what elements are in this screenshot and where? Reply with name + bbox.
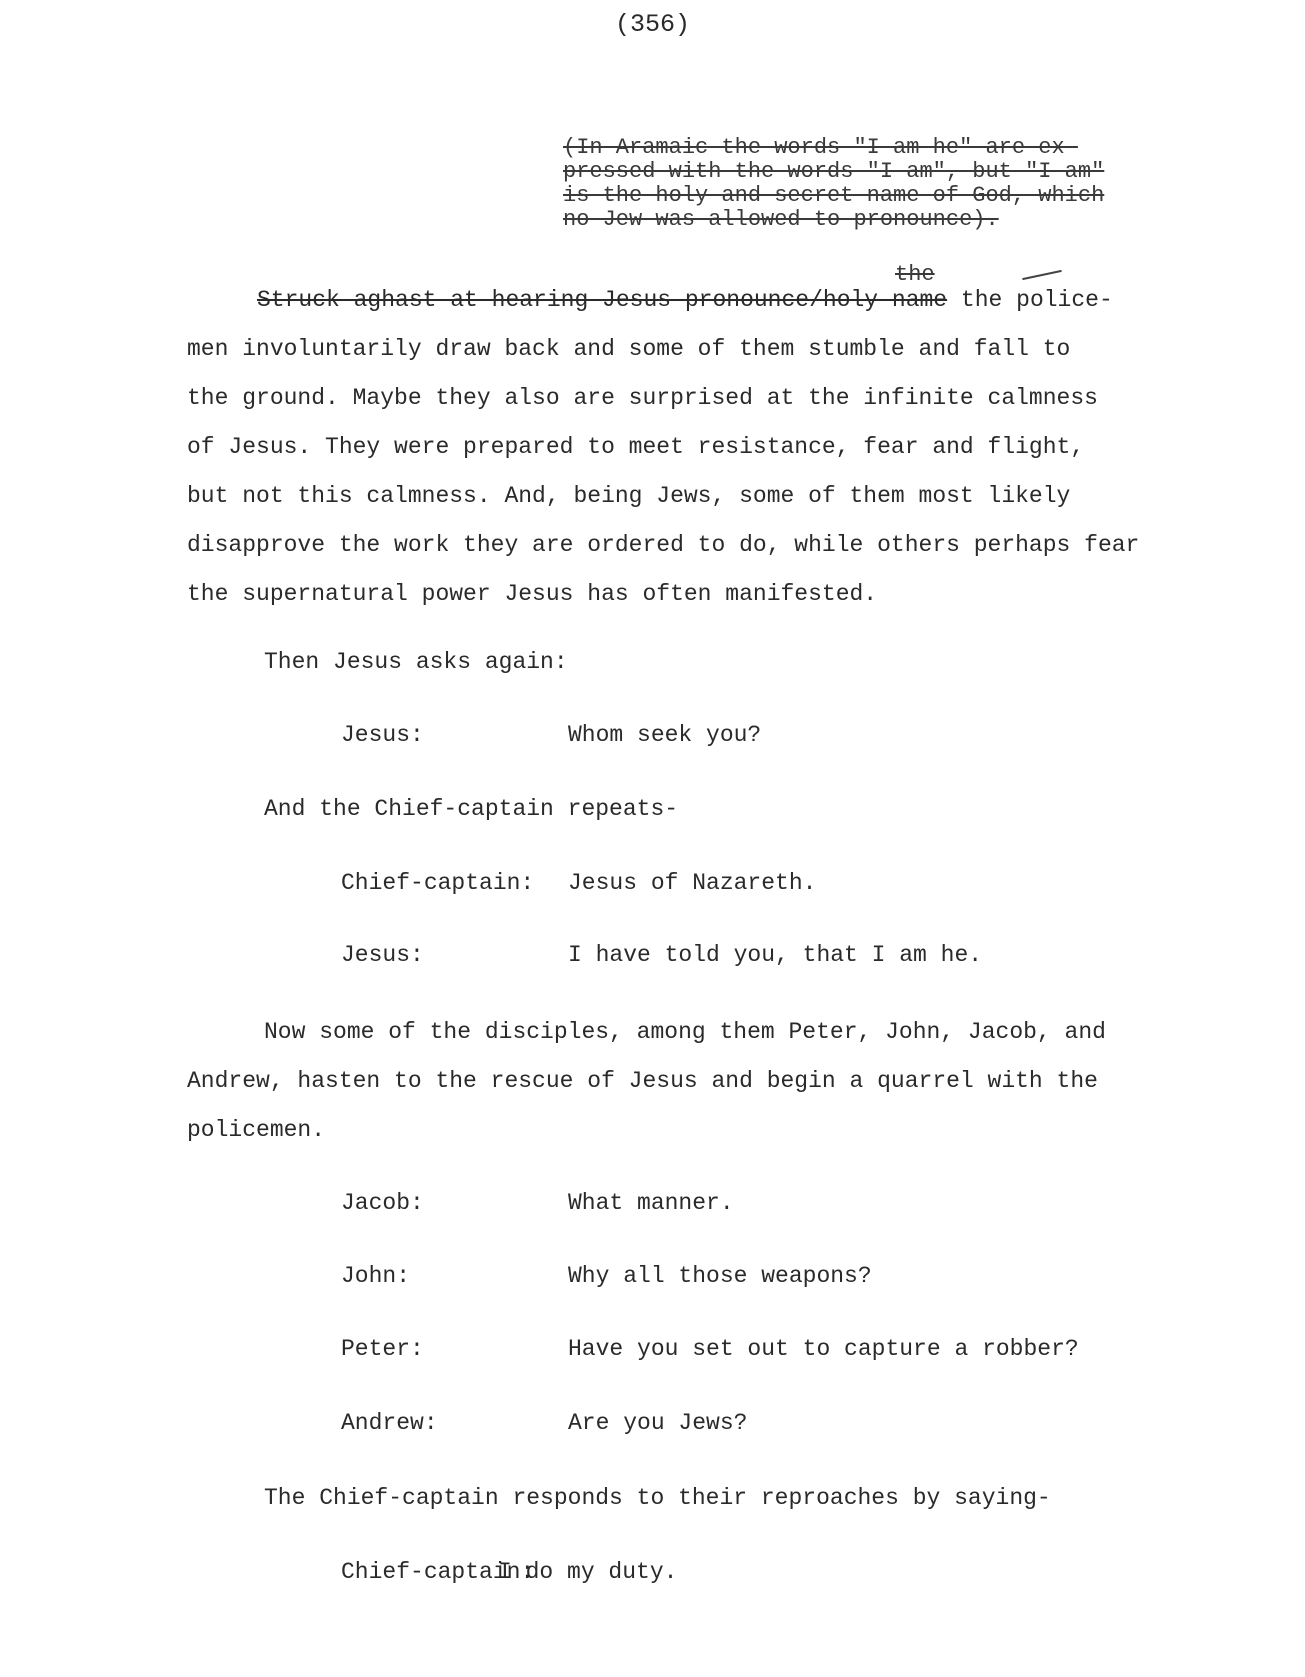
note-line: is the holy and secret name of God, which — [563, 183, 1105, 208]
paragraph-line: of Jesus. They were prepared to meet resistance, fear and flight, — [187, 434, 1085, 460]
note-line: no Jew was allowed to pronounce). — [563, 207, 999, 232]
struck-text: Struck aghast at hearing Jesus pronounce/holy name — [257, 287, 948, 313]
speaker-label: John: — [341, 1263, 411, 1289]
paragraph-line: the supernatural power Jesus has often manifested. — [187, 581, 878, 607]
speech-text: What manner. — [568, 1190, 734, 1216]
line-continuation: the police- — [947, 287, 1113, 313]
paragraph-line: but not this calmness. And, being Jews, some of them most likely — [187, 483, 1071, 509]
paragraph-line: disapprove the work they are ordered to do, while others perhaps fear — [187, 532, 1140, 558]
narration-chief-repeats: And the Chief-captain repeats- — [264, 796, 679, 822]
speech-text: I have told you, that I am he. — [568, 942, 983, 968]
narration-chief-responds: The Chief-captain responds to their reproaches by saying- — [264, 1485, 1051, 1511]
speech-text: Jesus of Nazareth. — [568, 870, 817, 896]
speech-text: Have you set out to capture a robber? — [568, 1336, 1079, 1362]
paragraph-line — [187, 276, 1247, 325]
paragraph-policemen — [187, 276, 1247, 619]
handwritten-insertion: the — [895, 262, 935, 287]
note-line: (In Aramaic the words "I am he" are ex- — [563, 135, 1078, 160]
speaker-label: Chief-captain: — [341, 1559, 535, 1585]
speaker-label: Jesus: — [341, 722, 424, 748]
speech-text: Why all those weapons? — [568, 1263, 872, 1289]
paragraph-disciples — [187, 1008, 1247, 1155]
narration-then-jesus: Then Jesus asks again: — [264, 649, 568, 675]
speech-text: I do my duty. — [498, 1559, 678, 1585]
struck-footnote — [563, 136, 1263, 232]
speaker-label: Jacob: — [341, 1190, 424, 1216]
paragraph-line: the ground. Maybe they also are surprised at the infinite calmness — [187, 385, 1098, 411]
page-number: (356) — [614, 10, 690, 39]
note-line: pressed with the words "I am", but "I am" — [563, 159, 1105, 184]
speaker-label: Peter: — [341, 1336, 424, 1362]
speech-text: Whom seek you? — [568, 722, 762, 748]
paragraph-line: Now some of the disciples, among them Peter, John, Jacob, and — [264, 1019, 1106, 1045]
paragraph-line: Andrew, hasten to the rescue of Jesus and begin a quarrel with the — [187, 1068, 1098, 1094]
speaker-label: Andrew: — [341, 1410, 438, 1436]
paragraph-line: men involuntarily draw back and some of them stumble and fall to — [187, 336, 1071, 362]
speaker-label: Chief-captain: — [341, 870, 535, 896]
paragraph-line: policemen. — [187, 1117, 326, 1143]
speech-text: Are you Jews? — [568, 1410, 748, 1436]
speaker-label: Jesus: — [341, 942, 424, 968]
